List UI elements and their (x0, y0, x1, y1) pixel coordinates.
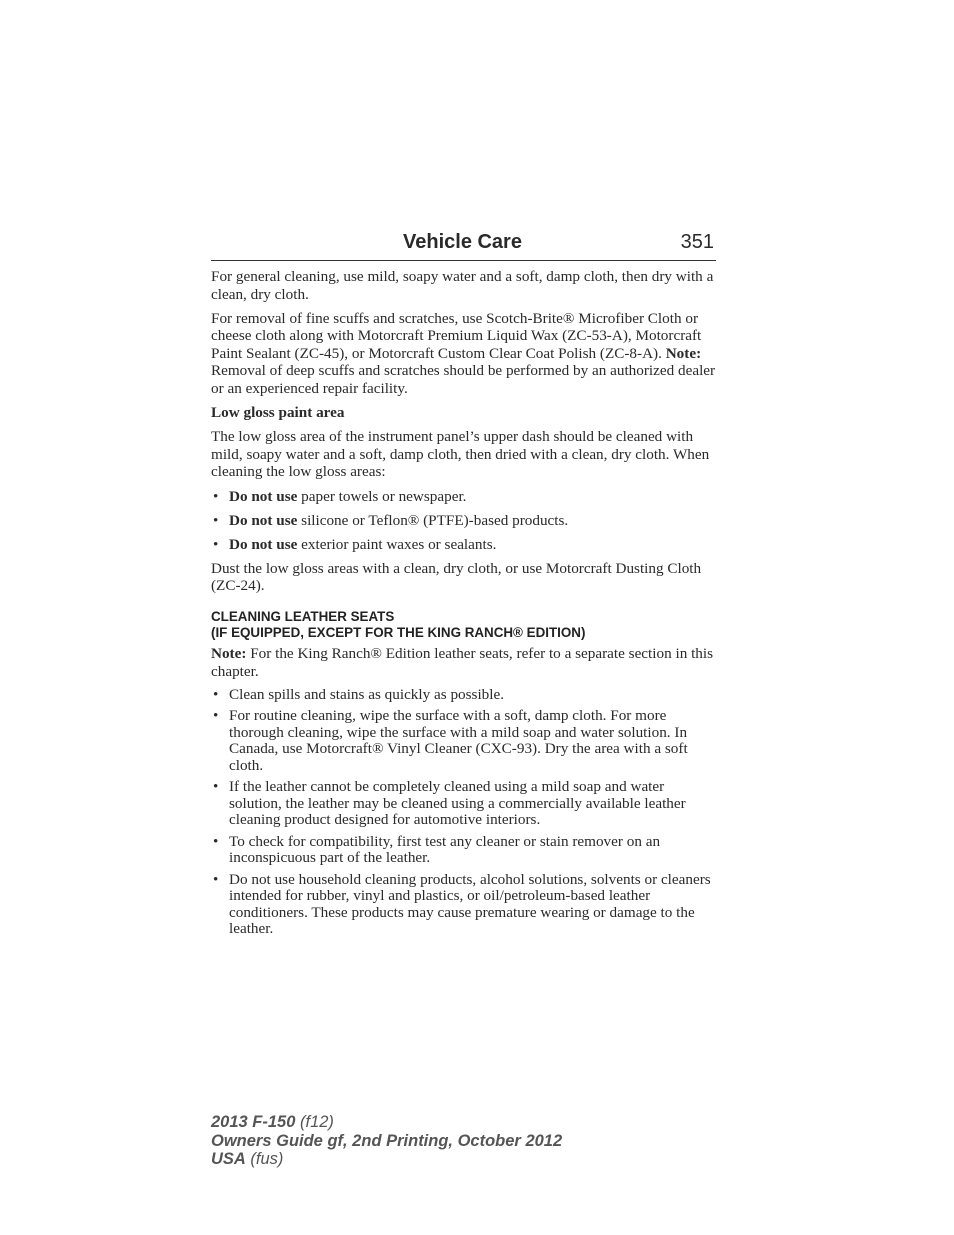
note-text: For the King Ranch® Edition leather seats, refer to a separate section in this chapter. (211, 645, 714, 680)
leather-heading-line-1: CLEANING LEATHER SEATS (211, 609, 395, 624)
low-gloss-closing: Dust the low gloss areas with a clean, dry cloth, or use Motorcraft Dusting Cloth (ZC-24). (211, 559, 702, 595)
footer-model-code: (f12) (295, 1113, 334, 1131)
list-item: • For routine cleaning, wipe the surface with a soft, damp cloth. For more thorough cleaning, wipe the surface with a mild soap and water solution. In Canada, use Motorcraft® Vinyl Cleaner (CXC-93). Dry the area with a soft cloth. (211, 708, 716, 774)
list-item-bold: Do not use (229, 511, 298, 529)
list-item-bold: Do not use (229, 487, 298, 505)
list-item-text: exterior paint waxes or sealants. (297, 535, 497, 553)
leather-heading (211, 609, 716, 640)
low-gloss-list (211, 488, 716, 554)
section-title: Vehicle Care (403, 231, 522, 253)
footer-region: USA (211, 1150, 246, 1168)
page-header (211, 229, 716, 261)
list-item-text: silicone or Teflon® (PTFE)-based products. (297, 511, 569, 529)
list-item: • To check for compatibility, first test any cleaner or stain remover on an inconspicuous part of the leather. (211, 834, 716, 867)
list-item-text: paper towels or newspaper. (297, 487, 467, 505)
low-gloss-body: The low gloss area of the instrument panel’s upper dash should be cleaned with mild, soapy water and a soft, damp cloth, then dried with a clean, dry cloth. When cleaning the low gloss areas: (211, 428, 710, 481)
note-text: Removal of deep scuffs and scratches should be performed by an authorized dealer or an experienced repair facility. (211, 362, 716, 398)
page-number: 351 (680, 231, 714, 253)
intro-paragraph-2-text: For removal of fine scuffs and scratches, use Scotch-Brite® Microfiber Cloth or cheese cloth along with Motorcraft Premium Liquid Wax (ZC-53-A), Motorcraft Paint Sealant (ZC-45), or Motorcraft Custom Clear Coat Polish (ZC-8-A). (211, 309, 702, 362)
page-content (211, 268, 716, 943)
list-item (211, 488, 716, 506)
list-item: • If the leather cannot be completely cleaned using a mild soap and water solution, the leather may be cleaned using a commercially available leather cleaning product designed for automotive interiors. (211, 779, 716, 829)
leather-heading-line-2: (IF EQUIPPED, EXCEPT FOR THE KING RANCH® EDITION) (211, 624, 586, 640)
footer-guide: Owners Guide gf, 2nd Printing, October 2012 (211, 1131, 563, 1150)
footer-region-code: (fus) (245, 1150, 284, 1168)
intro-paragraph-1: For general cleaning, use mild, soapy water and a soft, damp cloth, then dry with a clean, dry cloth. (211, 268, 714, 303)
leather-note (211, 645, 716, 680)
leather-list (211, 687, 716, 938)
footer-model-line (211, 1113, 562, 1132)
page-footer (211, 1113, 562, 1169)
footer-region-line (211, 1150, 562, 1169)
note-label: Note: (665, 344, 702, 362)
list-item: • Do not use household cleaning products, alcohol solutions, solvents or cleaners intended for rubber, vinyl and plastics, or oil/petroleum-based leather conditioners. These products may cause premature wearing or damage to the leather. (211, 872, 716, 938)
note-label: Note: (211, 645, 247, 662)
list-item (211, 512, 716, 530)
low-gloss-heading: Low gloss paint area (211, 404, 345, 422)
list-item: • Clean spills and stains as quickly as possible. (211, 687, 716, 704)
footer-model: 2013 F-150 (211, 1113, 296, 1131)
list-item-bold: Do not use (229, 535, 298, 553)
intro-paragraph-2 (211, 310, 716, 398)
list-item (211, 536, 716, 554)
footer-guide-line (211, 1132, 562, 1151)
